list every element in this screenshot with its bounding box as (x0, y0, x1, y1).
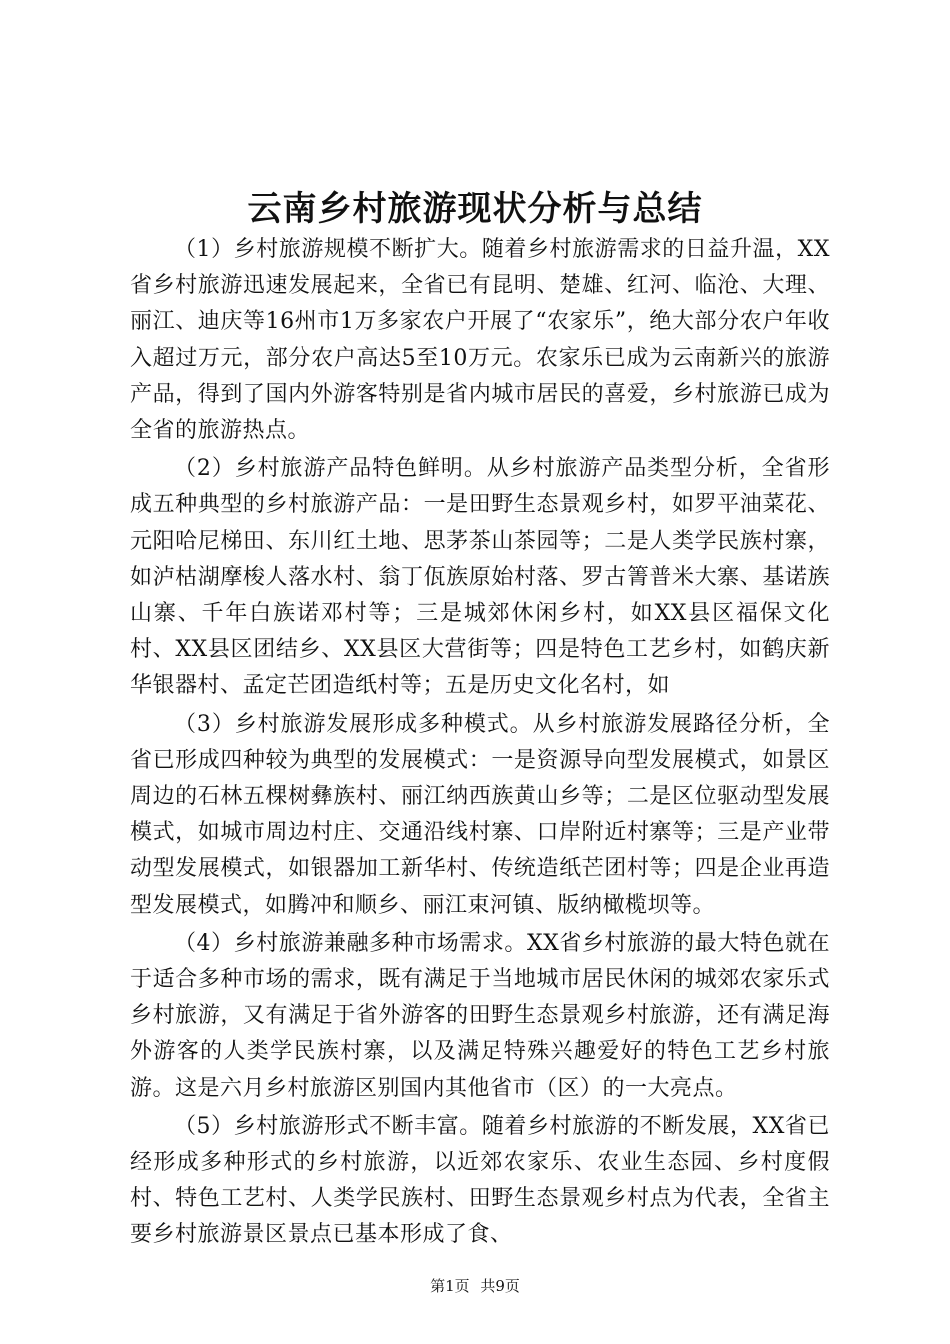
page-total: 共9页 (480, 1277, 520, 1295)
paragraph-2: （2）乡村旅游产品特色鲜明。从乡村旅游产品类型分析，全省形成五种典型的乡村旅游产品：一是田野生态景观乡村，如罗平油菜花、元阳哈尼梯田、东川红土地、思茅茶山茶园等；二是人类学民族村寨，如泸枯湖摩梭人落水村、翁丁佤族原始村落、罗古箐普米大寨、基诺族山寨、千年白族诺邓村等；三是城郊休闲乡村，如XX县区福保文化村、XX县区团结乡、XX县区大营街等；四是特色工艺乡村，如鹤庆新华银器村、孟定芒团造纸村等；五是历史文化名村，如 (130, 456, 830, 699)
paragraph-5: （5）乡村旅游形式不断丰富。随着乡村旅游的不断发展，XX省已经形成多种形式的乡村旅游，以近郊农家乐、农业生态园、乡村度假村、特色工艺村、人类学民族村、田野生态景观乡村点为代表，全省主要乡村旅游景区景点已基本形成了食、 (130, 1113, 830, 1248)
paragraph-3: （3）乡村旅游发展形成多种模式。从乡村旅游发展路径分析，全省已形成四种较为典型的发展模式：一是资源导向型发展模式，如景区周边的石林五棵树彝族村、丽江纳西族黄山乡等；二是区位驱动型发展模式，如城市周边村庄、交通沿线村寨、口岸附近村寨等；三是产业带动型发展模式，如银器加工新华村、传统造纸芒团村等；四是企业再造型发展模式，如腾冲和顺乡、丽江束河镇、版纳橄榄坝等。 (130, 711, 830, 918)
paragraph-1: （1）乡村旅游规模不断扩大。随着乡村旅游需求的日益升温，XX省乡村旅游迅速发展起来，全省已有昆明、楚雄、红河、临沧、大理、丽江、迪庆等16州市1万多家农户开展了“农家乐”，绝大部分农户年收入超过万元，部分农户高达5至10万元。农家乐已成为云南新兴的旅游产品，得到了国内外游客特别是省内城市居民的喜爱，乡村旅游已成为全省的旅游热点。 (130, 237, 830, 444)
document-title: 云南乡村旅游现状分析与总结 (247, 189, 703, 229)
page-number: 第1页 (430, 1277, 470, 1295)
page-footer (0, 1276, 950, 1296)
paragraph-4: （4）乡村旅游兼融多种市场需求。XX省乡村旅游的最大特色就在于适合多种市场的需求，既有满足于当地城市居民休闲的城郊农家乐式乡村旅游，又有满足于省外游客的田野生态景观乡村旅游，还有满足海外游客的人类学民族村寨，以及满足特殊兴趣爱好的特色工艺乡村旅游。这是六月乡村旅游区别国内其他省市（区）的一大亮点。 (130, 930, 830, 1101)
document-body (130, 232, 830, 1256)
